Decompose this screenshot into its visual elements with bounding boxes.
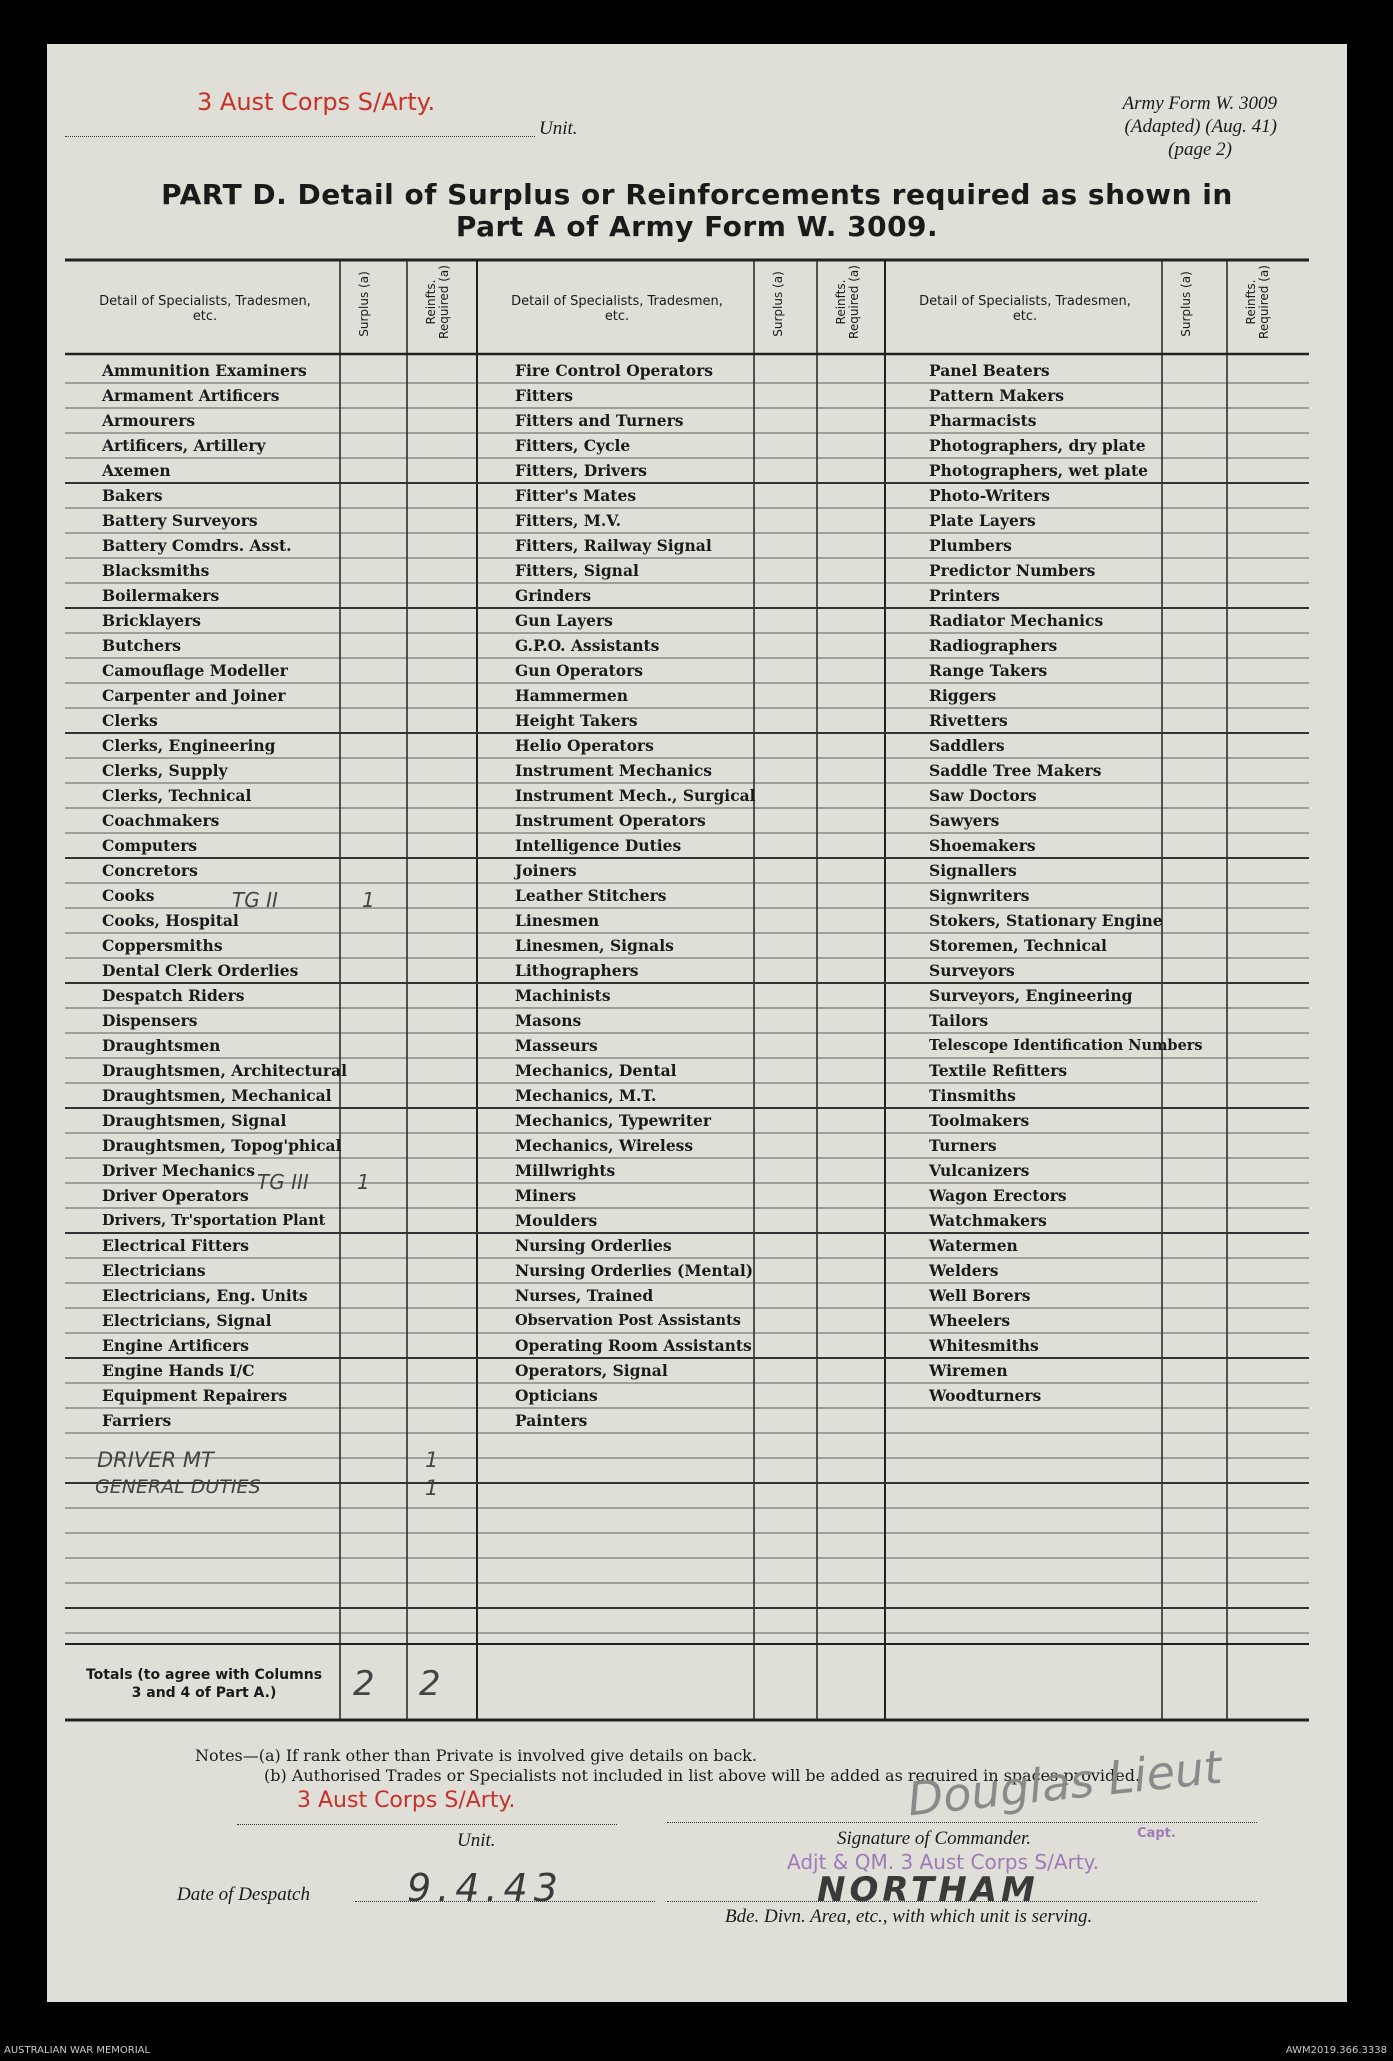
trade-row: Storemen, Technical: [929, 936, 1107, 955]
hand-driver-surplus: 1: [357, 1170, 370, 1194]
trade-row: Signwriters: [929, 886, 1030, 905]
trade-row: Ammunition Examiners: [102, 361, 307, 380]
trade-row: Masons: [515, 1011, 582, 1030]
trade-row: Leather Stitchers: [515, 886, 667, 905]
signature-label: Signature of Commander.: [837, 1828, 1032, 1849]
unit-label-top: Unit.: [539, 118, 578, 139]
trade-row: Driver Mechanics: [102, 1161, 256, 1180]
trade-row: Watchmakers: [929, 1211, 1047, 1230]
trade-row: Surveyors, Engineering: [929, 986, 1133, 1005]
trade-row: Photo-Writers: [929, 486, 1051, 505]
trade-row: Linesmen, Signals: [515, 936, 674, 955]
trade-row: Sawyers: [929, 811, 1000, 830]
trade-row: Intelligence Duties: [515, 836, 682, 855]
trade-row: Tinsmiths: [929, 1086, 1016, 1105]
caption-left: AUSTRALIAN WAR MEMORIAL: [4, 2045, 151, 2056]
trade-row: Saddle Tree Makers: [929, 761, 1102, 780]
trade-row: Surveyors: [929, 961, 1015, 980]
trade-row: Blacksmiths: [102, 561, 210, 580]
trade-row: Panel Beaters: [929, 361, 1050, 380]
trade-row: Operating Room Assistants: [515, 1336, 752, 1355]
col-header-detail-2: Detail of Specialists, Tradesmen, etc.: [511, 294, 723, 324]
trade-row: Printers: [929, 586, 1000, 605]
trade-row: Driver Operators: [102, 1186, 249, 1205]
trade-row: Despatch Riders: [102, 986, 245, 1005]
trade-row: Stokers, Stationary Engine: [929, 911, 1163, 930]
trade-row: Mechanics, M.T.: [515, 1086, 657, 1105]
hand-extra-driver-mt: DRIVER MT: [97, 1448, 214, 1472]
trade-row: Fitters and Turners: [515, 411, 684, 430]
trade-row: Carpenter and Joiner: [102, 686, 286, 705]
trade-row: Tailors: [929, 1011, 989, 1030]
col-header-detail-1: Detail of Specialists, Tradesmen, etc.: [99, 294, 311, 324]
trade-row: Well Borers: [929, 1286, 1031, 1305]
area-value: NORTHAM: [817, 1870, 1039, 1910]
col-header-detail-3: Detail of Specialists, Tradesmen, etc.: [919, 294, 1131, 324]
trade-row: Electrical Fitters: [102, 1236, 249, 1255]
trade-row: Range Takers: [929, 661, 1048, 680]
totals-label: [69, 1666, 339, 1702]
col-header-reinf-1: Reinfts. Required (a): [424, 265, 451, 339]
trade-row: Draughtsmen, Topog'phical: [102, 1136, 342, 1155]
col-header-reinf-2: Reinfts. Required (a): [834, 265, 861, 339]
col-header-reinf-3: Reinfts. Required (a): [1244, 265, 1271, 339]
trade-row: Farriers: [102, 1411, 172, 1430]
trade-row: Coppersmiths: [102, 936, 223, 955]
trade-row: Mechanics, Wireless: [515, 1136, 694, 1155]
trade-row: Engine Artificers: [102, 1336, 250, 1355]
trade-row: Clerks, Technical: [102, 786, 252, 805]
trade-row: Armourers: [102, 411, 196, 430]
trade-row: Drivers, Tr'sportation Plant: [102, 1212, 326, 1229]
trade-row: Radiator Mechanics: [929, 611, 1104, 630]
trade-row: Textile Refitters: [929, 1061, 1068, 1080]
totals-reinf: 2: [419, 1664, 441, 1704]
trade-row: Coachmakers: [102, 811, 220, 830]
trade-row: Shoemakers: [929, 836, 1036, 855]
area-label: Bde. Divn. Area, etc., with which unit is serving.: [725, 1906, 1093, 1927]
trade-row: Machinists: [515, 986, 611, 1005]
archive-caption-bar: [0, 2041, 1393, 2061]
totals-label-1: Totals (to agree with Columns: [85, 1667, 323, 1683]
trade-row: Axemen: [102, 461, 171, 480]
trades-column-1: [102, 358, 347, 1433]
trade-row: Signallers: [929, 861, 1017, 880]
signature-line: [667, 1822, 1257, 1823]
trade-row: Electricians, Signal: [102, 1311, 272, 1330]
title-line-2: Part A of Army Form W. 3009.: [455, 210, 939, 243]
trade-row: Moulders: [515, 1211, 598, 1230]
trade-row: Fitters, Signal: [515, 561, 639, 580]
trade-row: Rivetters: [929, 711, 1008, 730]
trade-row: Helio Operators: [515, 736, 654, 755]
trade-row: Draughtsmen, Mechanical: [102, 1086, 332, 1105]
hand-extra-general-duties-reinf: 1: [425, 1476, 439, 1500]
trade-row: Masseurs: [515, 1036, 598, 1055]
trade-row: Toolmakers: [929, 1111, 1030, 1130]
commander-signature: Douglas Lieut: [905, 1739, 1225, 1827]
trade-row: Plate Layers: [929, 511, 1036, 530]
hand-driver-note: TG III: [257, 1170, 309, 1194]
trade-row: Bricklayers: [102, 611, 202, 630]
trade-row: Miners: [515, 1186, 577, 1205]
hand-cooks-surplus: 1: [362, 888, 375, 912]
trade-row: Dispensers: [102, 1011, 198, 1030]
col-header-surplus-2: Surplus (a): [771, 271, 785, 337]
trade-row: Vulcanizers: [929, 1161, 1030, 1180]
trade-row: Wheelers: [929, 1311, 1011, 1330]
trade-row: Nursing Orderlies (Mental): [515, 1261, 754, 1280]
adjutant-stamp: Adjt & QM. 3 Aust Corps S/Arty.: [787, 1850, 1099, 1874]
unit-stamp-top: 3 Aust Corps S/Arty.: [197, 88, 436, 116]
trade-row: Hammermen: [515, 686, 629, 705]
totals-label-2: 3 and 4 of Part A.): [131, 1685, 277, 1701]
stamp-rank: Capt.: [1137, 1826, 1176, 1841]
trade-row: Grinders: [515, 586, 592, 605]
trade-row: Mechanics, Dental: [515, 1061, 677, 1080]
note-a: Notes—(a) If rank other than Private is involved give details on back.: [195, 1746, 757, 1765]
hand-cooks-note: TG II: [232, 888, 278, 912]
trade-row: Riggers: [929, 686, 997, 705]
trade-row: Cooks, Hospital: [102, 911, 239, 930]
trade-row: Fitters, M.V.: [515, 511, 622, 530]
trade-row: Concretors: [102, 861, 198, 880]
totals-surplus: 2: [353, 1664, 375, 1704]
unit-stamp-bottom: 3 Aust Corps S/Arty.: [297, 1788, 516, 1813]
col-header-surplus-3: Surplus (a): [1179, 271, 1193, 337]
trade-row: Predictor Numbers: [929, 561, 1096, 580]
trade-row: Electricians, Eng. Units: [102, 1286, 308, 1305]
trade-row: Watermen: [929, 1236, 1018, 1255]
trade-row: Clerks, Engineering: [102, 736, 276, 755]
trade-row: Telescope Identification Numbers: [929, 1037, 1203, 1054]
trade-row: Draughtsmen: [102, 1036, 221, 1055]
trade-row: Wagon Erectors: [929, 1186, 1067, 1205]
trade-row: Pattern Makers: [929, 386, 1064, 405]
trade-row: Saw Doctors: [929, 786, 1037, 805]
trade-row: Saddlers: [929, 736, 1005, 755]
trade-row: Engine Hands I/C: [102, 1361, 255, 1380]
trade-row: Draughtsmen, Signal: [102, 1111, 287, 1130]
trade-row: Instrument Mechanics: [515, 761, 713, 780]
date-label: Date of Despatch: [177, 1884, 310, 1905]
trade-row: Lithographers: [515, 961, 639, 980]
trade-row: Nursing Orderlies: [515, 1236, 672, 1255]
trade-row: Observation Post Assistants: [515, 1312, 741, 1329]
trade-row: Cooks: [102, 886, 155, 905]
trades-column-2: [515, 358, 756, 1433]
trade-row: Artificers, Artillery: [102, 436, 266, 455]
trade-row: Height Takers: [515, 711, 638, 730]
trade-row: Joiners: [515, 861, 577, 880]
form-line-3: (page 2): [1168, 139, 1232, 160]
trade-row: Computers: [102, 836, 198, 855]
trade-row: Wiremen: [929, 1361, 1008, 1380]
trade-row: Clerks, Supply: [102, 761, 228, 780]
date-value: 9.4.43: [407, 1866, 564, 1910]
trade-row: Pharmacists: [929, 411, 1037, 430]
form-sheet: [47, 44, 1347, 2002]
trade-row: Turners: [929, 1136, 997, 1155]
trade-row: Clerks: [102, 711, 158, 730]
trade-row: Boilermakers: [102, 586, 220, 605]
trade-row: Mechanics, Typewriter: [515, 1111, 712, 1130]
trade-row: Nurses, Trained: [515, 1286, 654, 1305]
trade-row: Whitesmiths: [929, 1336, 1039, 1355]
trade-row: Photographers, wet plate: [929, 461, 1149, 480]
trade-row: Battery Surveyors: [102, 511, 258, 530]
trade-row: Millwrights: [515, 1161, 616, 1180]
trade-row: Instrument Mech., Surgical: [515, 786, 756, 805]
trade-row: Dental Clerk Orderlies: [102, 961, 299, 980]
col-header-surplus-1: Surplus (a): [357, 271, 371, 337]
trade-row: Opticians: [515, 1386, 598, 1405]
note-b: (b) Authorised Trades or Specialists not included in list above will be added as required in spaces provided.: [264, 1766, 1141, 1785]
trade-row: Plumbers: [929, 536, 1012, 555]
trade-row: Fire Control Operators: [515, 361, 714, 380]
trade-row: Camouflage Modeller: [102, 661, 288, 680]
trade-row: Instrument Operators: [515, 811, 706, 830]
trade-row: Battery Comdrs. Asst.: [102, 536, 292, 555]
trade-row: G.P.O. Assistants: [515, 636, 660, 655]
title-line-1: PART D. Detail of Surplus or Reinforcements required as shown in: [161, 178, 1233, 211]
trades-column-3: [929, 358, 1203, 1408]
trade-row: Fitters, Railway Signal: [515, 536, 712, 555]
trade-row: Photographers, dry plate: [929, 436, 1146, 455]
hand-extra-driver-mt-reinf: 1: [425, 1448, 439, 1472]
trade-row: Armament Artificers: [102, 386, 280, 405]
trade-row: Fitters, Drivers: [515, 461, 648, 480]
trade-row: Bakers: [102, 486, 163, 505]
trade-row: Electricians: [102, 1261, 206, 1280]
trade-row: Welders: [929, 1261, 999, 1280]
trade-row: Gun Operators: [515, 661, 643, 680]
hand-extra-general-duties: GENERAL DUTIES: [95, 1476, 261, 1498]
trade-row: Butchers: [102, 636, 181, 655]
unit-line-bottom: [237, 1824, 617, 1825]
trade-row: Fitters: [515, 386, 573, 405]
trade-row: Radiographers: [929, 636, 1058, 655]
form-line-1: Army Form W. 3009: [1122, 93, 1277, 114]
form-line-2: (Adapted) (Aug. 41): [1124, 116, 1277, 137]
trade-row: Linesmen: [515, 911, 600, 930]
trade-row: Fitters, Cycle: [515, 436, 631, 455]
trade-row: Operators, Signal: [515, 1361, 668, 1380]
trade-row: Equipment Repairers: [102, 1386, 288, 1405]
trade-row: Draughtsmen, Architectural: [102, 1061, 348, 1080]
trade-row: Fitter's Mates: [515, 486, 637, 505]
trade-row: Painters: [515, 1411, 588, 1430]
trade-row: Woodturners: [929, 1386, 1042, 1405]
trade-row: Gun Layers: [515, 611, 613, 630]
unit-label-bottom: Unit.: [457, 1830, 496, 1851]
caption-right: AWM2019.366.3338: [1285, 2045, 1387, 2056]
